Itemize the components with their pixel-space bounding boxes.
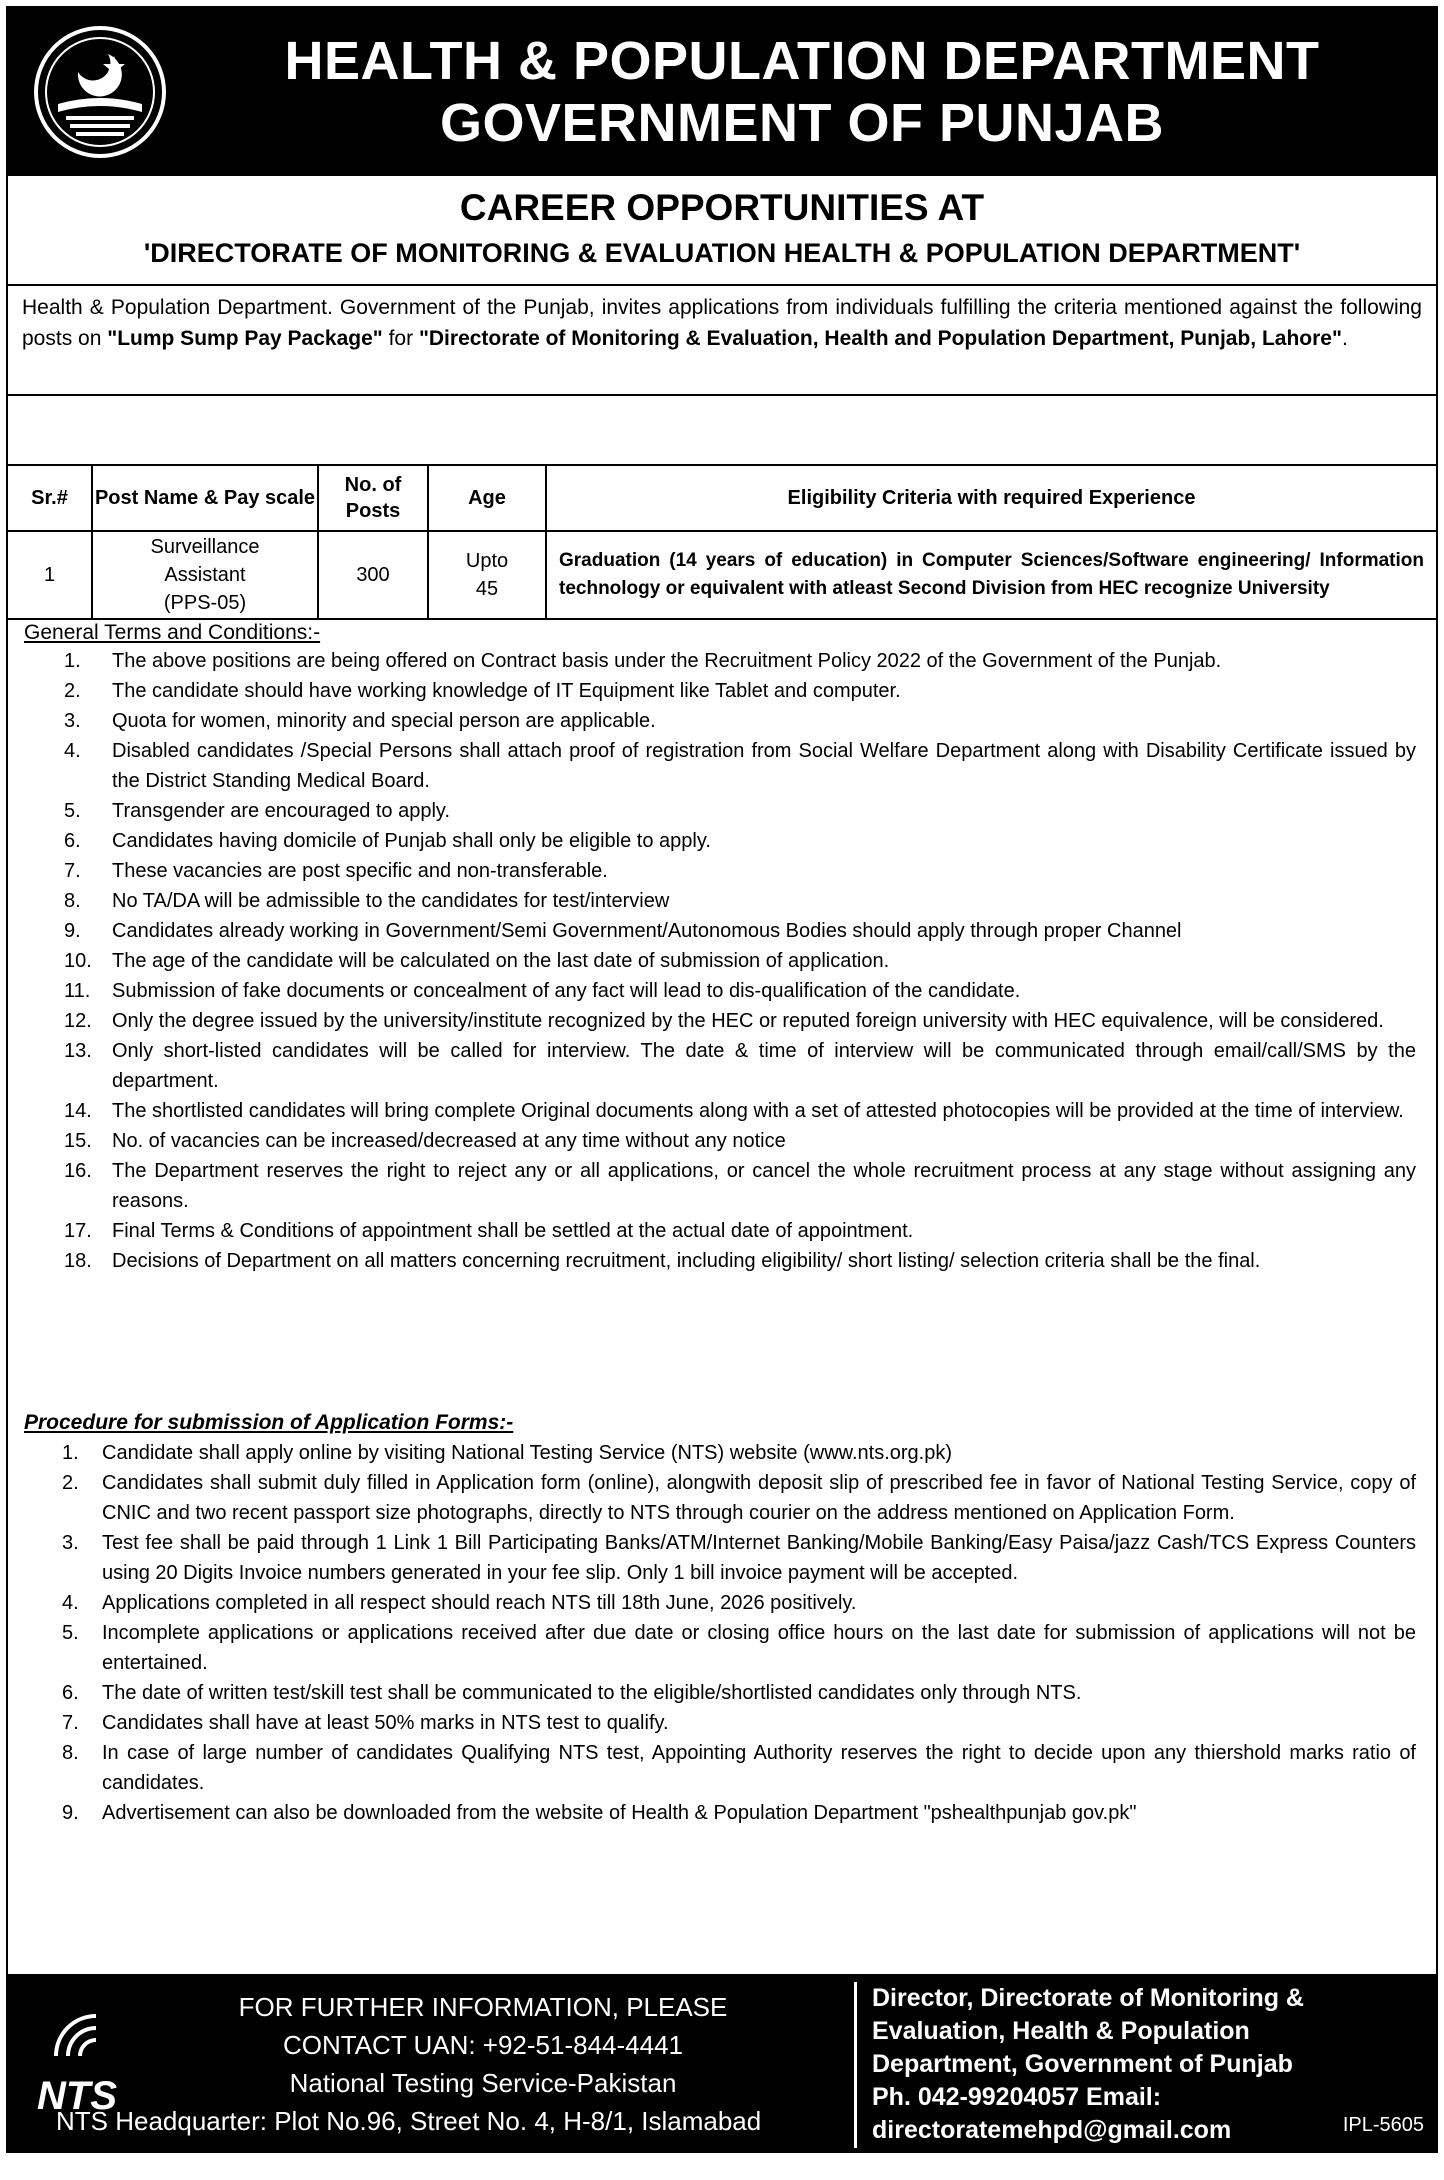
- contact-line4: NTS Headquarter: Plot No.96, Street No. 4, H-8/1, Islamabad: [56, 2106, 762, 2136]
- age-line1: Upto: [465, 550, 509, 572]
- header-age: Age: [428, 465, 546, 531]
- list-item: 6. Candidates having domicile of Punjab shall only be eligible to apply.: [64, 830, 711, 852]
- cell-posts: 300: [318, 531, 428, 619]
- cell-eligibility: Graduation (14 years of education) in Computer Sciences/Software engineering/ Information technology or equivalent with atleast Second Division from HEC recognize University: [546, 531, 1436, 619]
- department-title-line1: HEALTH & POPULATION DEPARTMENT: [284, 31, 1320, 91]
- list-item: 1. The above positions are being offered on Contract basis under the Recruitment Policy 2022 of the Government of the Punjab.: [64, 650, 1222, 672]
- list-item: 17. Final Terms & Conditions of appointment shall be settled at the actual date of appointment.: [64, 1220, 914, 1242]
- directorate-heading: 'DIRECTORATE OF MONITORING & EVALUATION HEALTH & POPULATION DEPARTMENT': [143, 238, 1301, 268]
- header-banner: [8, 8, 1436, 176]
- terms-list: [8, 646, 1440, 1276]
- list-item: 8. No TA/DA will be admissible to the candidates for test/interview: [64, 890, 670, 912]
- list-item: 2. Candidates shall submit duly filled in Application form (online), alongwith deposit slip of prescribed fee in favor of National Testing Service, copy of CNIC and two recent passport size photographs, directly to NTS through courier on the address mentioned on Application Form.: [62, 1472, 1416, 1524]
- nts-waves-icon: [46, 1996, 116, 2066]
- director-line3: Department, Government of Punjab: [872, 2050, 1293, 2078]
- department-title: [188, 30, 1416, 154]
- footer-banner: [8, 1974, 1436, 2177]
- list-item: 10. The age of the candidate will be calculated on the last date of submission of application.: [64, 950, 890, 972]
- table-header-row: [8, 465, 1436, 531]
- post-line3: (PPS-05): [163, 592, 247, 614]
- table-row: [8, 531, 1436, 619]
- list-item: 9. Candidates already working in Government/Semi Government/Autonomous Bodies should apply through proper Channel: [64, 920, 1182, 942]
- cell-age: [428, 531, 546, 619]
- list-item: 7. Candidates shall have at least 50% marks in NTS test to qualify.: [62, 1712, 669, 1734]
- posts-table: [8, 464, 1436, 620]
- contact-line1: FOR FURTHER INFORMATION, PLEASE: [238, 1992, 728, 2022]
- list-item: 2. The candidate should have working knowledge of IT Equipment like Tablet and computer.: [64, 680, 901, 702]
- list-item: 12. Only the degree issued by the university/institute recognized by the HEC or reputed foreign university with HEC equivalence, will be considered.: [64, 1010, 1384, 1032]
- list-item: 4. Applications completed in all respect should reach NTS till 18th June, 2026 positively.: [62, 1592, 857, 1614]
- terms-title: General Terms and Conditions:-: [24, 621, 321, 644]
- intro-text: Health & Population Department. Government of the Punjab, invites applications from individuals fulfilling the criteria mentioned against the following posts on: [22, 296, 1422, 350]
- cell-post-name: [92, 531, 318, 619]
- intro-package: "Lump Sump Pay Package": [107, 327, 383, 350]
- contact-line2: CONTACT UAN: +92-51-844-4441: [282, 2030, 684, 2060]
- director-line6: 1-Birdwood Road, Lahore,: [872, 2149, 1184, 2177]
- header-post-name: Post Name & Pay scale: [92, 465, 318, 531]
- punjab-emblem-icon: [30, 22, 170, 162]
- post-line2: Assistant: [164, 564, 246, 586]
- header-no-of-posts: No. of Posts: [318, 465, 428, 531]
- director-line1: Director, Directorate of Monitoring &: [872, 1984, 1304, 2012]
- list-item: 1. Candidate shall apply online by visiting National Testing Service (NTS) website (www.nts.org.pk): [62, 1442, 953, 1464]
- list-item: 5. Incomplete applications or applications received after due date or closing office hours on the last date for submission of applications will not be entertained.: [62, 1622, 1416, 1674]
- nts-logo-text: NTS: [37, 2074, 117, 2118]
- list-item: 13. Only short-listed candidates will be called for interview. The date & time of interview will be communicated through email/call/SMS by the department.: [64, 1040, 1416, 1092]
- list-item: 16. The Department reserves the right to reject any or all applications, or cancel the whole recruitment process at any stage without assigning any reasons.: [64, 1160, 1416, 1212]
- header-sr: Sr.#: [8, 465, 92, 531]
- director-email: directoratemehpd@gmail.com: [872, 2116, 1232, 2144]
- advertisement-page: [6, 6, 1438, 2177]
- footer-divider: [854, 1982, 857, 2148]
- list-item: 7. These vacancies are post specific and non-transferable.: [64, 860, 608, 882]
- department-title-line2: GOVERNMENT OF PUNJAB: [439, 93, 1165, 153]
- list-item: 11. Submission of fake documents or concealment of any fact will lead to dis-qualification of the candidate.: [64, 980, 1021, 1002]
- age-line2: 45: [475, 578, 499, 600]
- list-item: 14. The shortlisted candidates will bring complete Original documents along with a set of attested photocopies will be provided at the time of interview.: [64, 1100, 1404, 1122]
- list-item: 6. The date of written test/skill test shall be communicated to the eligible/shortlisted candidates only through NTS.: [62, 1682, 1082, 1704]
- contact-info: [56, 1988, 828, 2140]
- director-address: [872, 1982, 1412, 2180]
- cell-sr: 1: [8, 531, 92, 619]
- list-item: 3. Quota for women, minority and special person are applicable.: [64, 710, 656, 732]
- header-eligibility: Eligibility Criteria with required Experience: [546, 465, 1436, 531]
- post-line1: Surveillance: [150, 536, 260, 558]
- career-heading: CAREER OPPORTUNITIES AT: [459, 187, 985, 228]
- intro-paragraph: [8, 284, 1436, 396]
- list-item: 18. Decisions of Department on all matters concerning recruitment, including eligibility/ short listing/ selection criteria shall be the final.: [64, 1250, 1261, 1272]
- list-item: 8. In case of large number of candidates Qualifying NTS test, Appointing Authority reserves the right to decide upon any thiershold marks ratio of candidates.: [62, 1742, 1416, 1794]
- intro-end: .: [1341, 327, 1348, 350]
- procedure-title: Procedure for submission of Application Forms:-: [24, 1411, 514, 1434]
- list-item: 9. Advertisement can also be downloaded from the website of Health & Population Department "pshealthpunjab gov.pk": [62, 1802, 1137, 1824]
- list-item: 5. Transgender are encouraged to apply.: [64, 800, 450, 822]
- director-line2: Evaluation, Health & Population: [872, 2017, 1250, 2045]
- intro-office: "Directorate of Monitoring & Evaluation, Health and Population Department, Punjab, Lahore": [418, 327, 1342, 350]
- procedure-list: [8, 1438, 1440, 1828]
- director-line4: Ph. 042-99204057 Email:: [872, 2083, 1162, 2111]
- list-item: 15. No. of vacancies can be increased/decreased at any time without any notice: [64, 1130, 786, 1152]
- list-item: 3. Test fee shall be paid through 1 Link 1 Bill Participating Banks/ATM/Internet Banking/Mobile Banking/Easy Paisa/jazz Cash/TCS Express Counters using 20 Digits Invoice numbers generated in your fee slip. Only 1 bill invoice payment will be accepted.: [62, 1532, 1416, 1584]
- intro-for: for: [382, 327, 419, 350]
- contact-line3: National Testing Service-Pakistan: [289, 2068, 677, 2098]
- ipl-code: IPL-5605: [1342, 2114, 1424, 2136]
- list-item: 4. Disabled candidates /Special Persons shall attach proof of registration from Social Welfare Department along with Disability Certificate issued by the District Standing Medical Board.: [64, 740, 1416, 792]
